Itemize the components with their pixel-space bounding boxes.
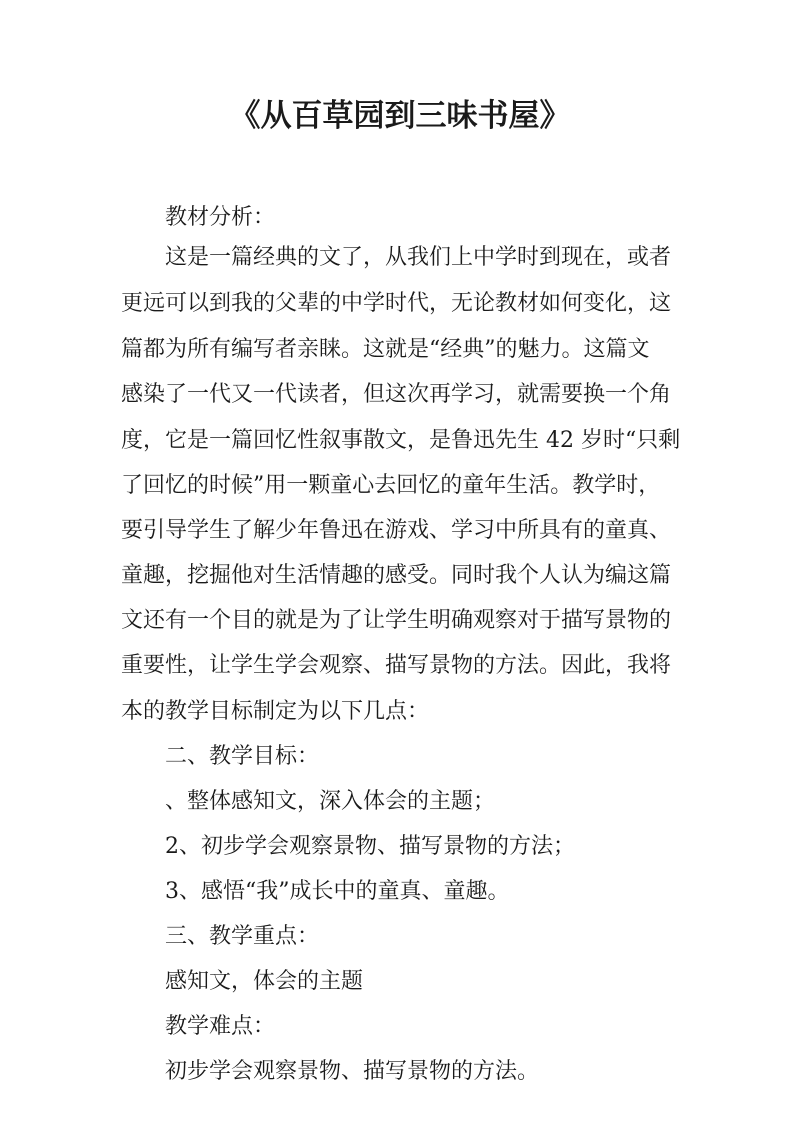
paragraph-line: 更远可以到我的父辈的中学时代，无论教材如何变化，这 [121, 291, 672, 316]
heading-difficulty: 教学难点： [165, 1014, 276, 1039]
key-point: 感知文，体会的主题 [165, 969, 364, 994]
paragraph-line: 度，它是一篇回忆性叙事散文，是鲁迅先生 42 岁时“只剩 [121, 428, 681, 453]
paragraph-line: 文还有一个目的就是为了让学生明确观察对于描写景物的 [121, 608, 672, 633]
goal-item: 2、初步学会观察景物、描写景物的方法； [165, 834, 575, 859]
heading-analysis: 教材分析： [165, 205, 276, 230]
goal-item: 3、感悟“我”成长中的童真、童趣。 [165, 879, 510, 904]
paragraph-line: 了回忆的时候”用一颗童心去回忆的童年生活。教学时， [121, 473, 661, 498]
heading-key-points: 三、教学重点： [165, 924, 320, 949]
paragraph-line: 这是一篇经典的文了，从我们上中学时到现在，或者 [165, 245, 672, 270]
paragraph-line: 感染了一代又一代读者，但这次再学习，就需要换一个角 [121, 382, 672, 407]
document-title: 《从百草园到三味书屋》 [229, 98, 571, 134]
paragraph-line: 篇都为所有编写者亲睐。这就是“经典”的魅力。这篇文 [121, 337, 650, 362]
goal-item: 、整体感知文，深入体会的主题； [165, 789, 496, 814]
paragraph-line: 童趣，挖掘他对生活情趣的感受。同时我个人认为编这篇 [121, 563, 672, 588]
paragraph-line: 本的教学目标制定为以下几点： [121, 699, 430, 724]
paragraph-line: 要引导学生了解少年鲁迅在游戏、学习中所具有的童真、 [121, 518, 672, 543]
heading-goals: 二、教学目标： [165, 744, 320, 769]
paragraph-line: 重要性，让学生学会观察、描写景物的方法。因此，我将 [121, 653, 672, 678]
difficulty: 初步学会观察景物、描写景物的方法。 [165, 1059, 540, 1084]
